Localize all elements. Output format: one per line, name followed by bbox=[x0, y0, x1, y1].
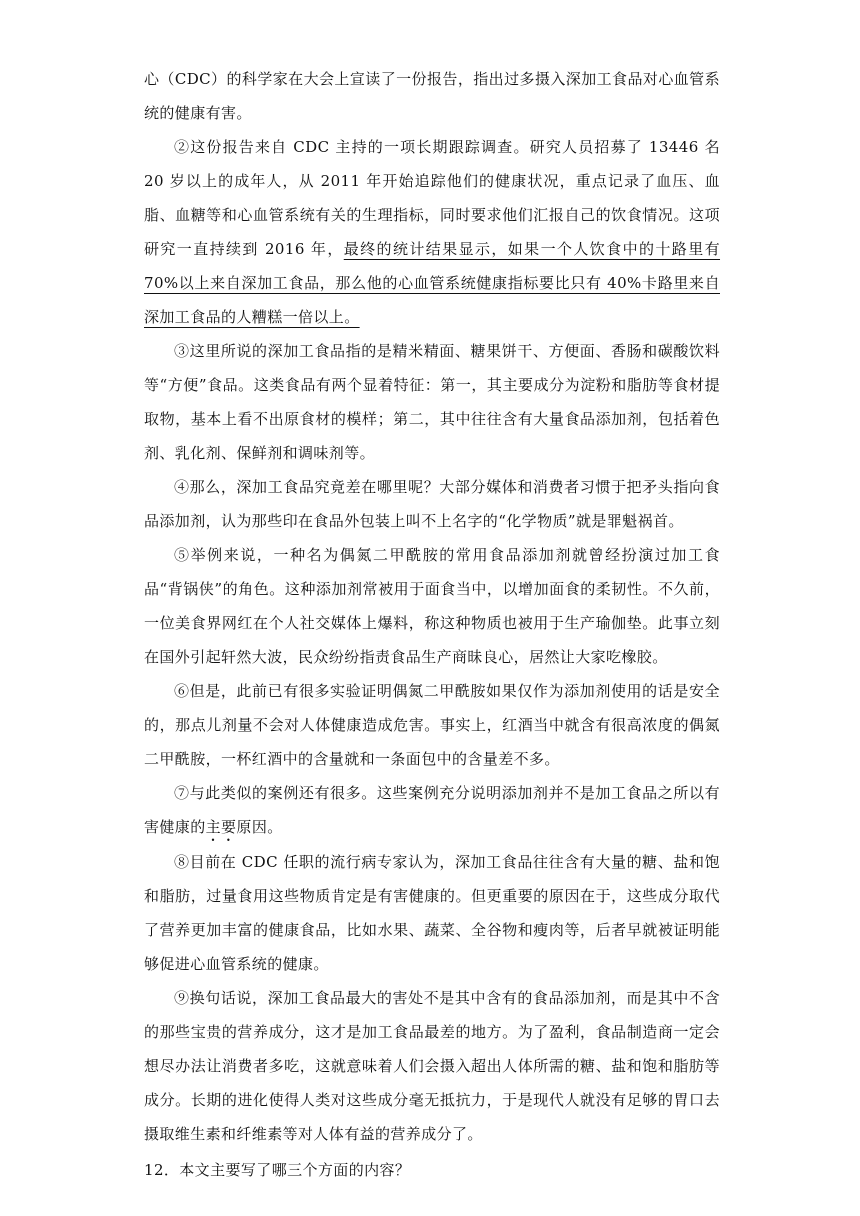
paragraph-2 bbox=[144, 130, 720, 334]
paragraph-7 bbox=[144, 776, 720, 845]
paragraph-2-underlined-sentence: 最终的统计结果显示，如果一个人饮食中的十路里有 70%以上来自深加工食品，那么他的心血管系统健康指标要比只有 40%卡路里来自深加工食品的人糟糕一倍以上。 bbox=[144, 240, 721, 326]
paragraph-9: ⑨换句话说，深加工食品最大的害处不是其中含有的食品添加剂，而是其中不含的那些宝贵的营养成分，这才是加工食品最差的地方。为了盈利，食品制造商一定会想尽办法让消费者多吃，这就意味着人们会摄入超出人体所需的糖、盐和饱和脂肪等成分。长期的进化使得人类对这些成分毫无抵抗力，于是现代人就没有足够的胃口去摄取维生素和纤维素等对人体有益的营养成分了。 bbox=[144, 989, 720, 1143]
paragraph-6: ⑥但是，此前已有很多实验证明偶氮二甲酰胺如果仅作为添加剂使用的话是安全的，那点儿剂量不会对人体健康造成危害。事实上，红酒当中就含有很高浓度的偶氮二甲酰胺，一杯红酒中的含量就和一条面包中的含量差不多。 bbox=[144, 682, 720, 768]
article-body bbox=[144, 62, 720, 1187]
paragraph-7-text-end: 原因。 bbox=[236, 818, 283, 836]
paragraph-3: ③这里所说的深加工食品指的是精米精面、糖果饼干、方便面、香肠和碳酸饮料等“方便”食品。这类食品有两个显着特征：第一，其主要成分为淀粉和脂肪等食材提取物，基本上看不出原食材的模样；第二，其中往往含有大量食品添加剂，包括着色剂、乳化剂、保鲜剂和调味剂等。 bbox=[144, 342, 720, 462]
paragraph-2-text: ②这份报告来自 CDC 主持的一项长期跟踪调查。研究人员招募了 13446 名 20 岁以上的成年人，从 2011 年开始追踪他们的健康状况，重点记录了血压、血脂、血糖等和心血管系统有关的生理指标，同时要求他们汇报自己的饮食情况。这项研究一直持续到 2016 年， bbox=[144, 138, 720, 258]
paragraph-7-text: ⑦与此类似的案例还有很多。这些案例充分说明添加剂并不是加工食品之所以有害健康的 bbox=[144, 784, 720, 836]
paragraph-5: ⑤举例来说，一种名为偶氮二甲酰胺的常用食品添加剂就曾经扮演过加工食品“背锅侠”的角色。这种添加剂常被用于面食当中，以增加面食的柔韧性。不久前，一位美食界网红在个人社交媒体上爆料，称这种物质也被用于生产瑜伽垫。此事立刻在国外引起轩然大波，民众纷纷指责食品生产商昧良心，居然让大家吃橡胶。 bbox=[144, 546, 720, 666]
paragraph-8: ⑧目前在 CDC 任职的流行病专家认为，深加工食品往往含有大量的糖、盐和饱和脂肪，过量食用这些物质肯定是有害健康的。但更重要的原因在于，这些成分取代了营养更加丰富的健康食品，比如水果、蔬菜、全谷物和瘦肉等，后者早就被证明能够促进心血管系统的健康。 bbox=[144, 853, 720, 973]
paragraph-7-emphasized-word: 主要 bbox=[205, 818, 237, 836]
paragraph-4: ④那么，深加工食品究竟差在哪里呢？大部分媒体和消费者习惯于把矛头指向食品添加剂，认为那些印在食品外包装上叫不上名字的“化学物质”就是罪魁祸首。 bbox=[144, 478, 720, 530]
paragraph-1-continued: 心（CDC）的科学家在大会上宣读了一份报告，指出过多摄入深加工食品对心血管系统的健康有害。 bbox=[144, 70, 720, 122]
question-12: 12．本文主要写了哪三个方面的内容？ bbox=[144, 1161, 411, 1179]
